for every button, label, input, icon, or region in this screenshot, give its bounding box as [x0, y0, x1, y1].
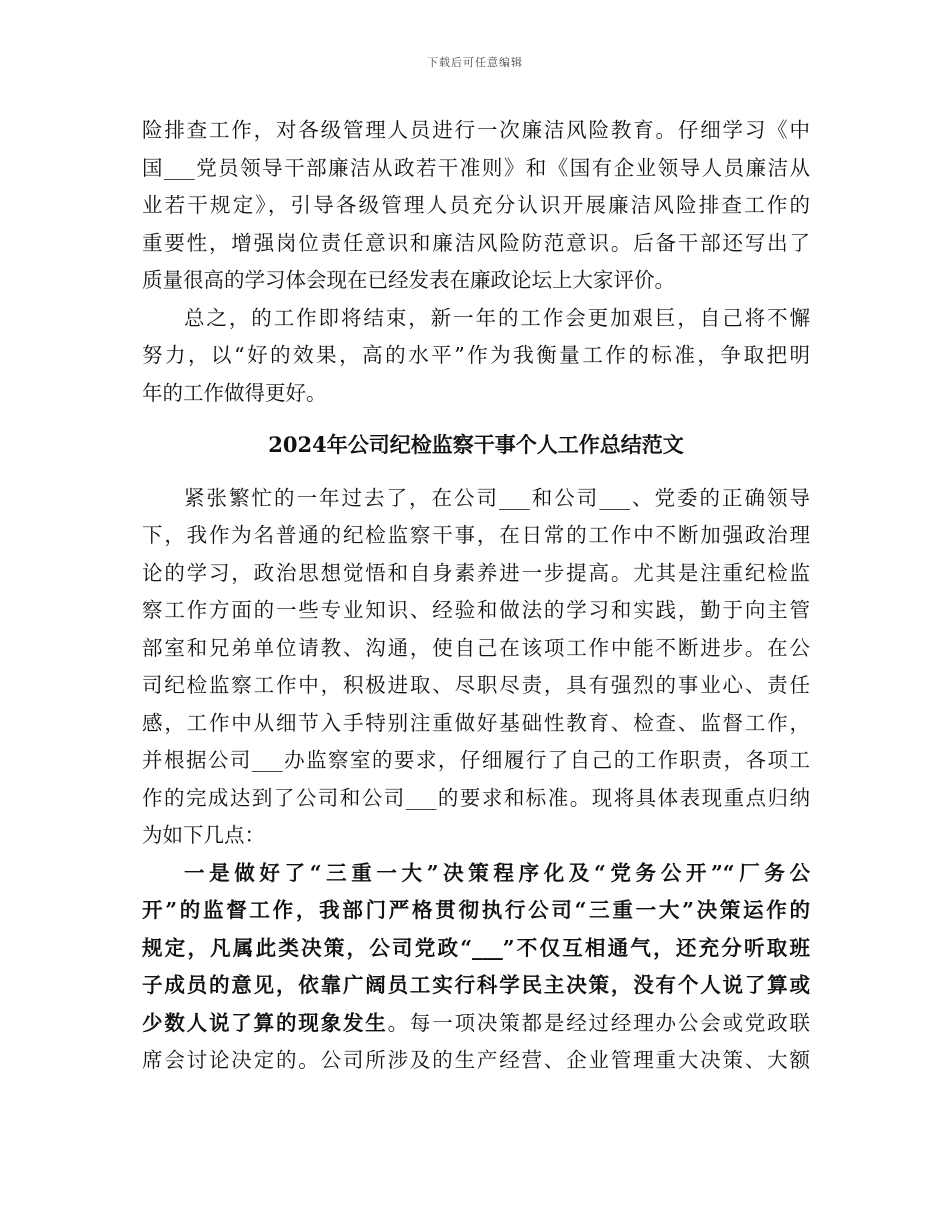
document-title: 2024年公司纪检监察干事个人工作总结范文: [268, 432, 684, 457]
paragraph-line-bold: 子成员的意见，依靠广阔员工实行科学民主决策，没有个人说了算或: [142, 973, 810, 997]
paragraph-line-bold: 一是做好了“三重一大”决策程序化及“党务公开”“厂务公: [184, 860, 810, 885]
regular-segment: 。每一项决策都是经过经理办公会或党政联: [387, 1010, 810, 1035]
paragraph-line: 席会讨论决定的。公司所涉及的生产经营、企业管理重大决策、大额: [142, 1048, 810, 1072]
paragraph-line: 业若干规定》，引导各级管理人员充分认识开展廉洁风险排查工作的: [142, 193, 810, 217]
paragraph-line: 并根据公司___办监察室的要求，仔细履行了自己的工作职责，各项工: [142, 748, 810, 772]
paragraph-line: 作的完成达到了公司和公司___的要求和标准。现将具体表现重点归纳: [142, 785, 810, 810]
paragraph-line: 总之，的工作即将结束，新一年的工作会更加艰巨，自己将不懈: [184, 305, 810, 330]
paragraph-line: 紧张繁忙的一年过去了，在公司___和公司___、党委的正确领导: [184, 485, 810, 510]
paragraph-line: 险排查工作，对各级管理人员进行一次廉洁风险教育。仔细学习《中: [142, 118, 810, 142]
paragraph-line: 为如下几点：: [142, 823, 265, 847]
paragraph-line: 重要性，增强岗位责任意识和廉洁风险防范意识。后备干部还写出了: [142, 230, 810, 255]
paragraph-line-bold: 开”的监督工作，我部门严格贯彻执行公司“三重一大”决策运作的: [142, 898, 810, 922]
paragraph-line: 部室和兄弟单位请教、沟通，使自己在该项工作中能不断进步。在公: [142, 635, 810, 660]
bold-segment: 少数人说了算的现象发生: [142, 1010, 388, 1035]
paragraph-line: 努力，以“好的效果，高的水平”作为我衡量工作的标准，争取把明: [142, 343, 810, 367]
paragraph-line: 国___党员领导干部廉洁从政若干准则》和《国有企业领导人员廉洁从: [142, 155, 810, 180]
paragraph-line-mixed: [142, 1005, 810, 1043]
paragraph-line: 察工作方面的一些专业知识、经验和做法的学习和实践，勤于向主管: [142, 598, 810, 622]
paragraph-line: 年的工作做得更好。: [142, 380, 327, 405]
paragraph-line-bold: 规定，凡属此类决策，公司党政“___”不仅互相通气，还充分听取班: [142, 935, 810, 960]
page-header: 下载后可任意编辑: [427, 56, 523, 69]
paragraph-line: 下，我作为名普通的纪检监察干事，在日常的工作中不断加强政治理: [142, 523, 810, 547]
document-body: [142, 112, 810, 1080]
paragraph-line: 质量很高的学习体会现在已经发表在廉政论坛上大家评价。: [142, 268, 675, 292]
paragraph-line: 司纪检监察工作中，积极进取、尽职尽责，具有强烈的事业心、责任: [142, 673, 810, 697]
paragraph-line: 论的学习，政治思想觉悟和自身素养进一步提高。尤其是注重纪检监: [142, 560, 810, 585]
paragraph-line: 感，工作中从细节入手特别注重做好基础性教育、检查、监督工作，: [142, 710, 810, 735]
